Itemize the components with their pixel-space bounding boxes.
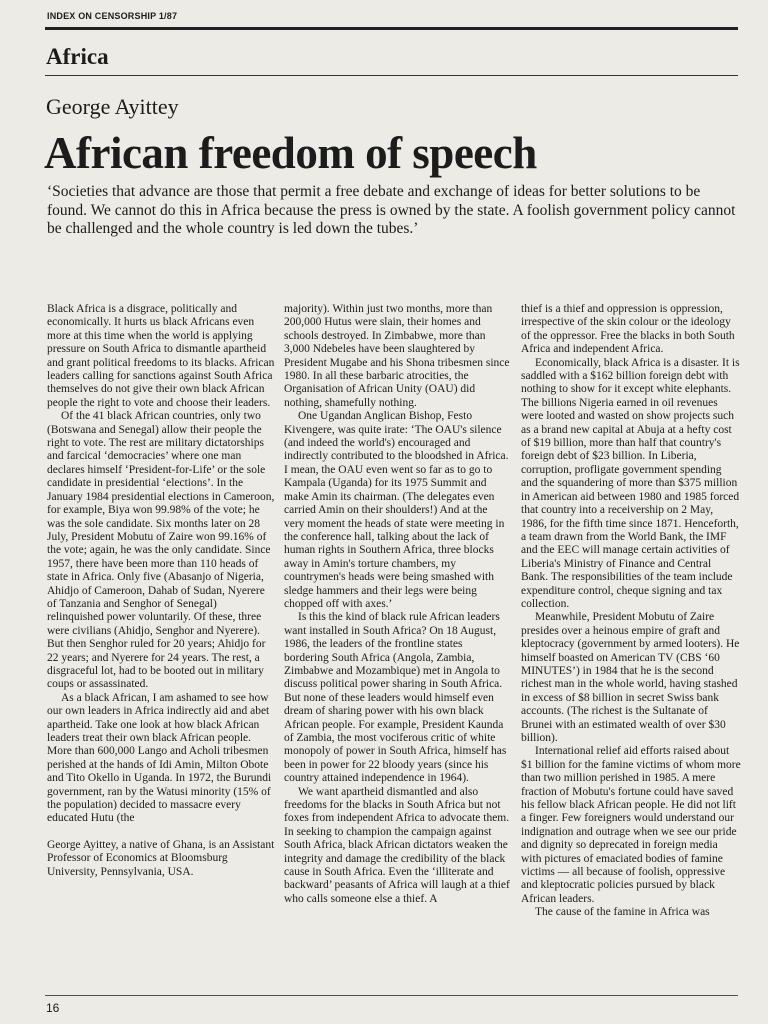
paragraph: thief is a thief and oppression is oppression, irrespective of the skin colour or the ideology of the oppressor. Free the blacks in both South Africa and independent Africa. [521,303,735,356]
article-headline: African freedom of speech [44,128,537,178]
column-3 [521,303,741,993]
paragraph: We want apartheid dismantled and also freedoms for the blacks in South Africa but not foxes from independent Africa to advocate them. In seeking to champion the campaign against South Africa, black African dictators weaken the integrity and damage the credibility of the black cause in South Africa. Even the ‘illiterate and backward’ peasants of Africa will laugh at a thief who calls someone else a thief. A [284,785,510,905]
section-rule [45,75,738,76]
section-label: Africa [46,44,109,69]
top-rule [45,27,738,30]
column-2 [284,303,510,993]
paragraph: majority). Within just two months, more than 200,000 Hutus were slain, their homes and schools destroyed. In Zimbabwe, more than 3,000 Ndebeles have been slaughtered by President Mugabe and his Shona tribesmen since 1980. In all these barbaric atrocities, the Organisation of African Unity (OAU) did nothing, shamefully nothing. [284,303,510,409]
paragraph: The cause of the famine in Africa was [535,906,710,919]
author-bio: George Ayittey, a native of Ghana, is an Assistant Professor of Economics at Bloomsburg University, Pennsylvania, USA. [47,838,275,878]
paragraph: Meanwhile, President Mobutu of Zaire presides over a heinous empire of graft and kleptocracy (government by armed looters). He himself boasted on American TV (CBS ‘60 MINUTES’) in 1984 that he is the second richest man in the whole world, having stashed in excess of $8 billion in secret Swiss bank accounts. (The richest is the Sultanate of Brunei with an estimated wealth of over $30 billion). [521,611,740,744]
paragraph: Economically, black Africa is a disaster. It is saddled with a $162 billion foreign debt with nothing to show for it except white elephants. The billions Nigeria earned in oil revenues were looted and wasted on show projects such as a brand new capital at Abuja at a hefty cost of $19 billion, more than half that country's foreign debt of $23 billion. In Liberia, corruption, profligate government spending and the squandering of more than $375 million in American aid between 1980 and 1985 forced that country into a receivership on 2 May, 1986, for the fifth time since 1871. Henceforth, a team drawn from the World Bank, the IMF and the EEC will manage certain activities of Liberia's Ministry of Finance and Central Bank. The responsibilities of the team include expenditure control, cheque signing and tax collection. [521,356,740,610]
paragraph: One Ugandan Anglican Bishop, Festo Kivengere, was quite irate: ‘The OAU's silence (and indeed the world's) encouraged and indirectly contributed to the bloodshed in Africa. I mean, the OAU even went so far as to go to Kampala (Uganda) for its 1975 Summit and make Amin its chairman. (The delegates even carried Amin on their shoulders!) And at the very moment the heads of state were meeting in the conference hall, talking about the lack of human rights in Southern Africa, three blocks away in Amin's torture chambers, my countrymen's heads were being smashed with sledge hammers and their legs were being chopped off with axes.’ [284,410,509,610]
standfirst-quote: ‘Societies that advance are those that permit a free debate and exchange of ideas for better solutions to be found. We cannot do this in Africa because the press is owned by the state. A foolish government policy cannot be challenged and the whole country is led down the tubes.’ [47,183,736,237]
column-1 [47,303,275,993]
paragraph: As a black African, I am ashamed to see how our own leaders in Africa indirectly aid and abet apartheid. Take one look at how black African leaders treat their own black African people. More than 600,000 Lango and Acholi tribesmen perished at the hands of Idi Amin, Milton Obote and Tito Okello in Uganda. In 1972, the Burundi government, ran by the Watusi minority (15% of the population) decided to massacre every educated Hutu (the [47,691,272,825]
paragraph: International relief aid efforts raised about $1 billion for the famine victims of whom more than two million perished in 1985. A mere fraction of Mobutu's fortune could have saved his fellow black African people. He did not lift a finger. Few foreigners would understand our indignation and outrage when we see our pride and dignity so deprecated in foreign media with pictures of emaciated bodies of famine victims — all because of foolish, oppressive and kleptocratic policies pursued by black African leaders. [521,745,741,905]
page-number: 16 [46,1001,60,1015]
footer-rule [45,995,738,996]
author-name: George Ayittey [46,94,179,119]
paragraph: Is this the kind of black rule African leaders want installed in South Africa? On 18 August, 1986, the leaders of the frontline states bordering South Africa (Angola, Zambia, Zimbabwe and Mozambique) met in Angola to discuss political power sharing in South Africa. But none of these leaders would himself even dream of sharing power with his own black African people. For example, President Kaunda of Zambia, the most vociferous critic of white monopoly of power in South Africa, himself has been in power for 22 bloody years (since his country attained independence in 1964). [284,611,507,785]
running-head: INDEX ON CENSORSHIP 1/87 [47,11,178,21]
paragraph: Of the 41 black African countries, only two (Botswana and Senegal) allow their people the right to vote. The rest are military dictatorships and farcical ‘democracies’ where one man declares himself ‘President-for-Life’ or the sole candidate in presidential ‘elections’. In the January 1984 presidential elections in Cameroon, for example, Biya won 99.98% of the vote; he was the sole candidate. Six months later on 28 July, President Mobutu of Zaire won 99.16% of the vote; again, he was the only candidate. Since 1957, there have been more than 110 heads of state in Africa. Only five (Abasanjo of Nigeria, Ahidjo of Cameroon, Dahab of Sudan, Nyerere of Tanzania and Senghor of Senegal) relinquished power voluntarily. Of these, three were civilians (Ahidjo, Senghor and Nyerere). But then Senghor ruled for 20 years; Ahidjo for 22 years; and Nyerere for 24 years. The rest, a disgraceful lot, had to be booted out in military coups or assassinated. [47,410,275,691]
paragraph: Black Africa is a disgrace, politically and economically. It hurts us black Africans even more at this time when the world is applying pressure on South Africa to dismantle apartheid and grant political freedoms to its blacks. African leaders calling for sanctions against South Africa themselves do not give their own black African people the right to vote and choose their leaders. [47,303,275,409]
